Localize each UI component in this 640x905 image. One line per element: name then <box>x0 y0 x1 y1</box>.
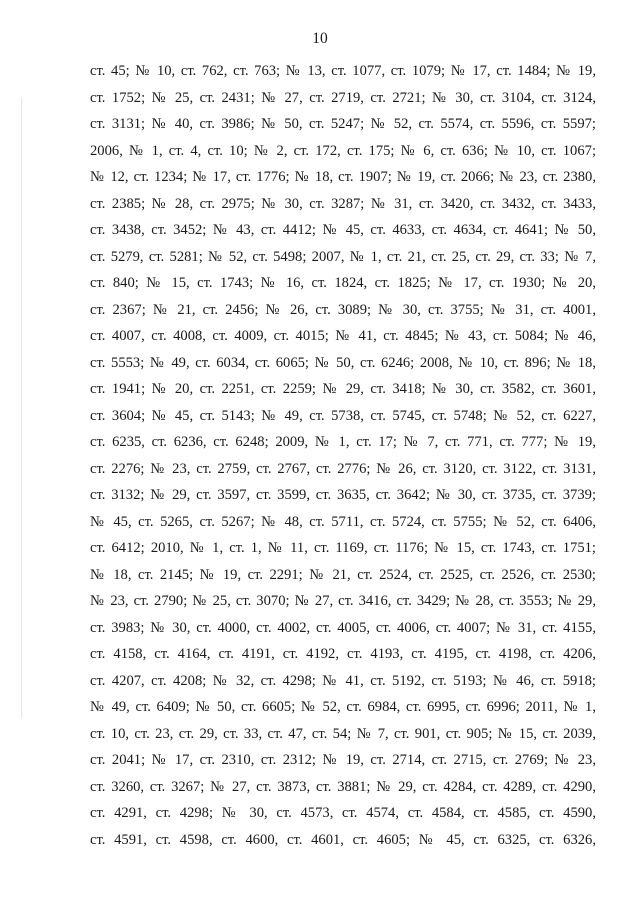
scan-margin-line <box>21 98 22 718</box>
text-line: ст. 4291, ст. 4298; № 30, ст. 4573, ст. 4574, ст. 4584, ст. 4585, ст. 4590, <box>90 805 596 821</box>
text-line: ст. 4207, ст. 4208; № 32, ст. 4298; № 41, ст. 5192, ст. 5193; № 46, ст. 5918; <box>90 672 596 689</box>
text-line: ст. 5553; № 49, ст. 6034, ст. 6065; № 50, ст. 6246; 2008, № 10, ст. 896; № 18, <box>90 354 596 371</box>
text-line: № 45, ст. 5265, ст. 5267; № 48, ст. 5711, ст. 5724, ст. 5755; № 52, ст. 6406, <box>90 513 596 530</box>
text-line: ст. 3132; № 29, ст. 3597, ст. 3599, ст. 3635, ст. 3642; № 30, ст. 3735, ст. 3739; <box>90 487 596 503</box>
text-line: ст. 2367; № 21, ст. 2456; № 26, ст. 3089; № 30, ст. 3755; № 31, ст. 4001, <box>90 301 596 318</box>
text-line: ст. 5279, ст. 5281; № 52, ст. 5498; 2007, № 1, ст. 21, ст. 25, ст. 29, ст. 33; № 7, <box>90 248 596 265</box>
text-line: № 23, ст. 2790; № 25, ст. 3070; № 27, ст. 3416, ст. 3429; № 28, ст. 3553; № 29, <box>90 593 596 609</box>
text-line: ст. 45; № 10, ст. 762, ст. 763; № 13, ст. 1077, ст. 1079; № 17, ст. 1484; № 19, <box>90 63 596 79</box>
text-line: ст. 3131; № 40, ст. 3986; № 50, ст. 5247; № 52, ст. 5574, ст. 5596, ст. 5597; <box>90 116 596 132</box>
text-line: № 18, ст. 2145; № 19, ст. 2291; № 21, ст. 2524, ст. 2525, ст. 2526, ст. 2530; <box>90 566 596 583</box>
text-line: ст. 4007, ст. 4008, ст. 4009, ст. 4015; № 41, ст. 4845; № 43, ст. 5084; № 46, <box>90 328 596 344</box>
text-line: ст. 1941; № 20, ст. 2251, ст. 2259; № 29, ст. 3418; № 30, ст. 3582, ст. 3601, <box>90 381 596 397</box>
text-line: ст. 3438, ст. 3452; № 43, ст. 4412; № 45, ст. 4633, ст. 4634, ст. 4641; № 50, <box>90 222 596 238</box>
text-line: ст. 2385; № 28, ст. 2975; № 30, ст. 3287; № 31, ст. 3420, ст. 3432, ст. 3433, <box>90 195 596 212</box>
text-line: ст. 6412; 2010, № 1, ст. 1, № 11, ст. 1169, ст. 1176; № 15, ст. 1743, ст. 1751; <box>90 540 596 556</box>
text-line: № 12, ст. 1234; № 17, ст. 1776; № 18, ст. 1907; № 19, ст. 2066; № 23, ст. 2380, <box>90 169 596 185</box>
page-number: 10 <box>312 30 328 47</box>
text-line: ст. 2041; № 17, ст. 2310, ст. 2312; № 19, ст. 2714, ст. 2715, ст. 2769; № 23, <box>90 752 596 768</box>
text-line: 2006, № 1, ст. 4, ст. 10; № 2, ст. 172, ст. 175; № 6, ст. 636; № 10, ст. 1067; <box>90 142 596 159</box>
text-line: ст. 6235, ст. 6236, ст. 6248; 2009, № 1, ст. 17; № 7, ст. 771, ст. 777; № 19, <box>90 434 596 450</box>
text-line: ст. 3260, ст. 3267; № 27, ст. 3873, ст. 3881; № 29, ст. 4284, ст. 4289, ст. 4290, <box>90 778 596 795</box>
text-line: ст. 3983; № 30, ст. 4000, ст. 4002, ст. 4005, ст. 4006, ст. 4007; № 31, ст. 4155, <box>90 619 596 636</box>
text-line: ст. 4158, ст. 4164, ст. 4191, ст. 4192, ст. 4193, ст. 4195, ст. 4198, ст. 4206, <box>90 646 596 662</box>
text-line: ст. 1752; № 25, ст. 2431; № 27, ст. 2719, ст. 2721; № 30, ст. 3104, ст. 3124, <box>90 89 596 106</box>
text-line: ст. 840; № 15, ст. 1743; № 16, ст. 1824, ст. 1825; № 17, ст. 1930; № 20, <box>90 275 596 291</box>
document-body <box>90 58 596 853</box>
text-line: ст. 10, ст. 23, ст. 29, ст. 33, ст. 47, ст. 54; № 7, ст. 901, ст. 905; № 15, ст. 2039, <box>90 725 596 742</box>
text-line: № 49, ст. 6409; № 50, ст. 6605; № 52, ст. 6984, ст. 6995, ст. 6996; 2011, № 1, <box>90 699 596 715</box>
text-line: ст. 3604; № 45, ст. 5143; № 49, ст. 5738, ст. 5745, ст. 5748; № 52, ст. 6227, <box>90 407 596 424</box>
text-line: ст. 4591, ст. 4598, ст. 4600, ст. 4601, ст. 4605; № 45, ст. 6325, ст. 6326, <box>90 831 596 848</box>
text-line: ст. 2276; № 23, ст. 2759, ст. 2767, ст. 2776; № 26, ст. 3120, ст. 3122, ст. 3131, <box>90 460 596 477</box>
